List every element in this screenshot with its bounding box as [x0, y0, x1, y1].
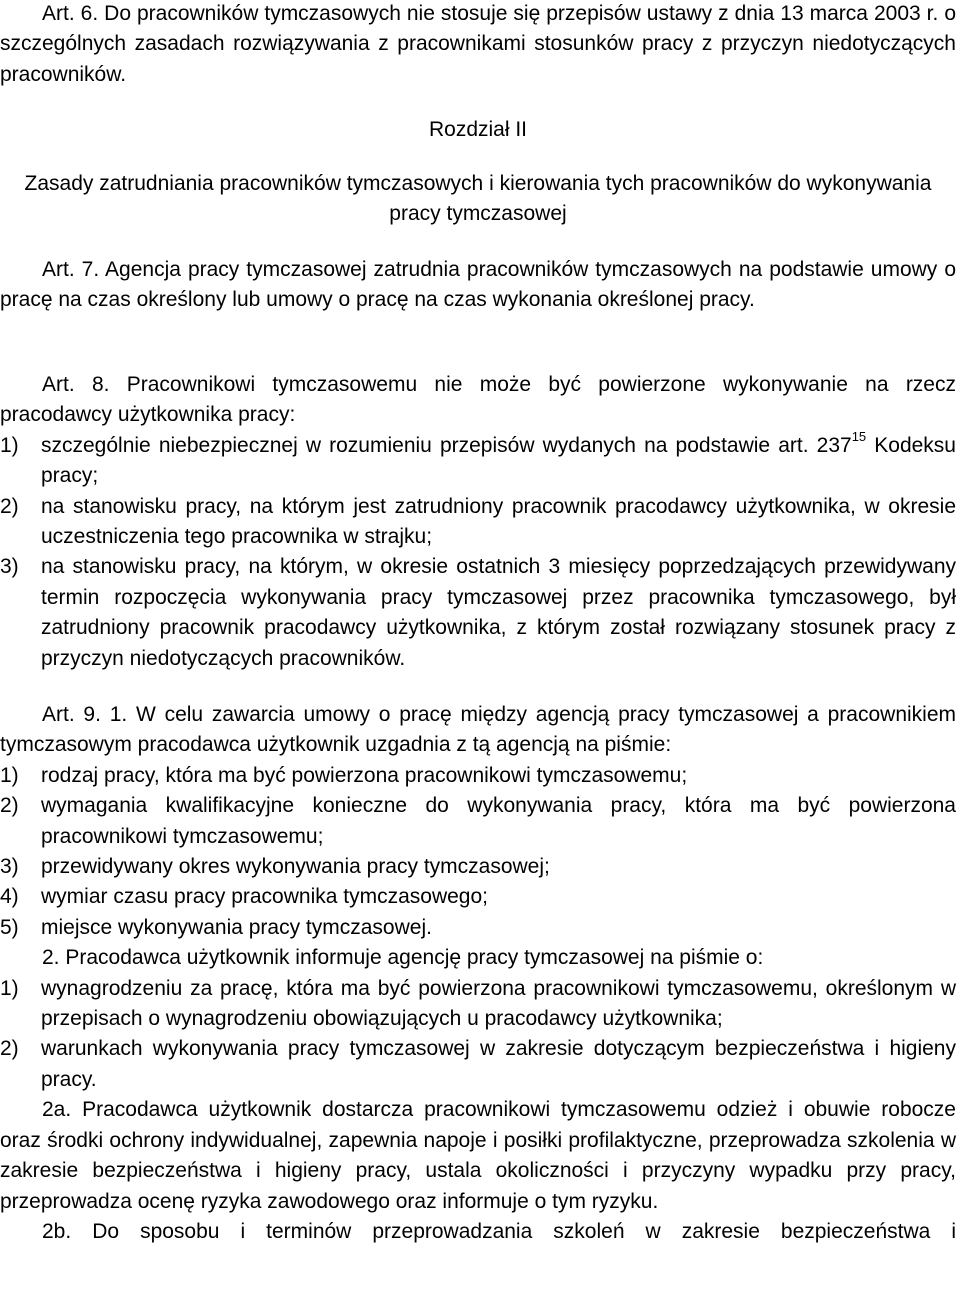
item-number: 1) [0, 976, 19, 1000]
article-9-para-1-item-1 [0, 761, 956, 791]
item-text: miejsce wykonywania pracy tymczasowej. [41, 915, 432, 939]
article-8-item-2 [0, 492, 956, 553]
article-9-para-2-item-2 [0, 1034, 956, 1095]
item-number: 2) [0, 794, 19, 818]
article-9 [0, 700, 956, 1247]
item-number: 5) [0, 915, 19, 939]
item-text: warunkach wykonywania pracy tymczasowej w zakresie dotyczącym bezpieczeństwa i higieny pracy. [41, 1037, 956, 1091]
item-number: 1) [0, 433, 19, 457]
item-number: 3) [0, 555, 19, 579]
item-text: na stanowisku pracy, na którym, w okresie ostatnich 3 miesięcy poprzedzających przewidywany termin rozpoczęcia wykonywania pracy tymczasowej przez pracownika tymczasowego, był zatrudniony pracownik pracodawcy użytkownika, z którym został rozwiązany stosunek pracy z przyczyn niedotyczących pracowników. [41, 555, 956, 670]
item-text: wymagania kwalifikacyjne konieczne do wykonywania pracy, która ma być powierzona pracownikowi tymczasowemu; [41, 794, 956, 848]
article-9-para-1-item-2 [0, 791, 956, 852]
article-9-para-1-item-3 [0, 852, 956, 882]
article-8-item-1 [0, 428, 956, 492]
article-9-para-1-intro: Art. 9. 1. W celu zawarcia umowy o pracę między agencją pracy tymczasowej a pracownikiem tymczasowym pracodawca użytkownik uzgadnia z tą agencją na piśmie: [0, 703, 956, 757]
item-text: szczególnie niebezpiecznej w rozumieniu przepisów wydanych na podstawie art. $237^{15}$ Kodeksu pracy; [41, 428, 956, 488]
chapter-number: Rozdział II [428, 118, 528, 141]
article-7-text: Art. 7. Agencja pracy tymczasowej zatrudnia pracowników tymczasowych na podstawie umowy o pracę na czas określony lub umowy o pracę na czas wykonania określonej pracy. [0, 258, 956, 312]
article-9-para-1-item-4 [0, 882, 956, 912]
article-9-para-2b: 2b. Do sposobu i terminów przeprowadzania szkoleń w zakresie bezpieczeństwa i [42, 1219, 956, 1243]
item-text: wynagrodzeniu za pracę, która ma być powierzona pracownikowi tymczasowemu, określonym w przepisach o wynagrodzeniu obowiązujących u pracodawcy użytkownika; [41, 976, 956, 1031]
article-8-item-3 [0, 552, 956, 674]
article-6 [0, 0, 956, 90]
item-text: przewidywany okres wykonywania pracy tymczasowej; [41, 855, 550, 879]
chapter-title-block [20, 169, 936, 230]
article-9-para-2-item-1 [0, 974, 956, 1035]
article-8-intro: Art. 8. Pracownikowi tymczasowemu nie może być powierzone wykonywanie na rzecz pracodawcy użytkownika pracy: [0, 373, 956, 427]
item-number: 2) [0, 1037, 19, 1061]
article-9-para-2-intro: 2. Pracodawca użytkownik informuje agencję pracy tymczasowej na piśmie o: [42, 946, 764, 970]
superscript: 15 [851, 428, 867, 444]
article-6-text: Art. 6. Do pracowników tymczasowych nie stosuje się przepisów ustawy z dnia 13 marca 2003 r. o szczególnych zasadach rozwiązywania z pracownikami stosunków pracy z przyczyn niedotyczących pracowników. [0, 2, 956, 86]
item-text: wymiar czasu pracy pracownika tymczasowego; [41, 885, 488, 909]
item-number: 1) [0, 763, 19, 787]
article-7 [0, 255, 956, 316]
item-text: na stanowisku pracy, na którym jest zatrudniony pracownik pracodawcy użytkownika, w okresie uczestniczenia tego pracownika w strajku; [41, 494, 956, 549]
chapter-heading [0, 115, 956, 145]
item-text: rodzaj pracy, która ma być powierzona pracownikowi tymczasowemu; [41, 763, 688, 787]
article-9-para-2a: 2a. Pracodawca użytkownik dostarcza pracownikowi tymczasowemu odzież i obuwie robocze oraz środki ochrony indywidualnej, zapewnia napoje i posiłki profilaktyczne, przeprowadza szkolenia w zakresie bezpieczeństwa i higieny pracy, ustala okoliczności i przyczyny wypadku przy pracy, przeprowadza ocenę ryzyka zawodowego oraz informuje o tym ryzyku. [0, 1098, 956, 1213]
chapter-title: Zasady zatrudniania pracowników tymczasowych i kierowania tych pracowników do wykonywania pracy tymczasowej [24, 172, 932, 226]
article-9-para-1-item-5 [0, 913, 956, 943]
article-8 [0, 370, 956, 674]
item-number: 2) [0, 494, 19, 518]
item-number: 4) [0, 885, 19, 909]
item-number: 3) [0, 855, 19, 879]
